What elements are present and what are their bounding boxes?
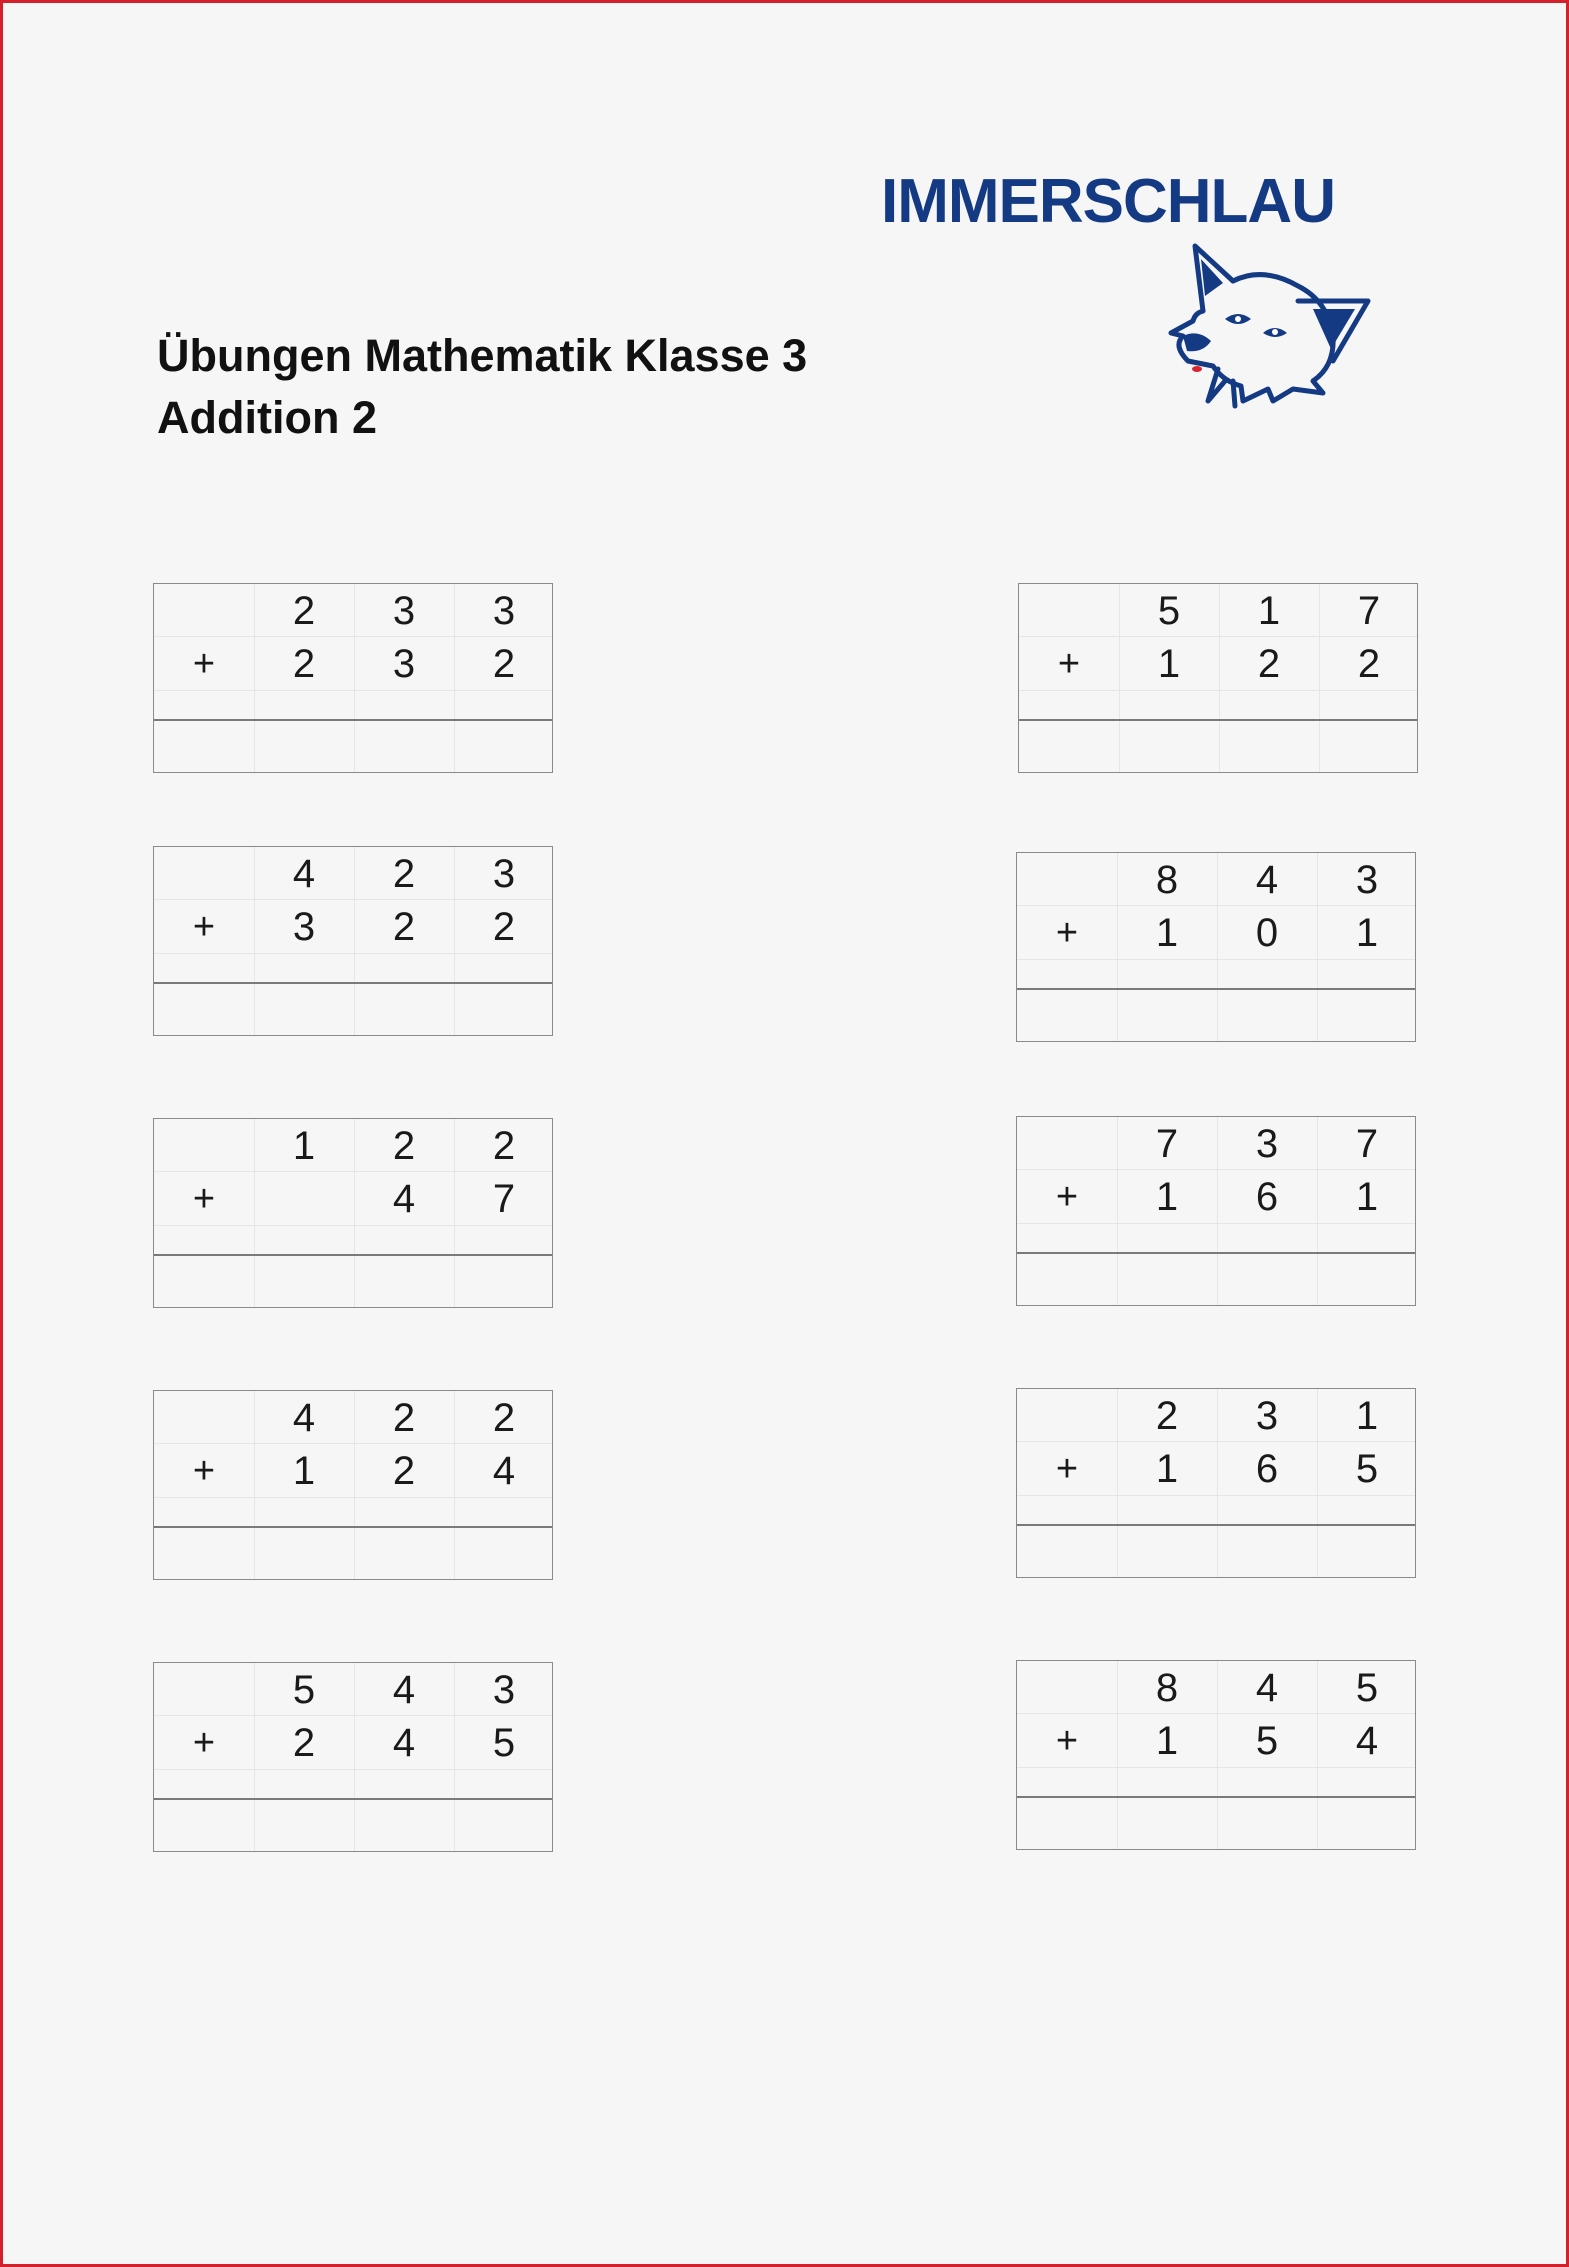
digit-cell: 5 [1255,1719,1279,1763]
brand-logo-text: IMMERSCHLAU [881,167,1335,236]
addition-problem [1016,1388,1416,1578]
answer-row[interactable] [1017,990,1415,1041]
answer-row[interactable] [1017,1526,1415,1577]
addition-problem [1018,583,1418,773]
digit-cell: 2 [392,1124,416,1168]
addition-problem [1016,1116,1416,1306]
digit-cell: 1 [1155,1175,1179,1219]
operator-cell: + [192,1722,216,1764]
digit-cell: 4 [292,1396,316,1440]
digit-cell: 2 [392,852,416,896]
operator-cell [154,584,254,638]
digit-cell: 1 [1157,642,1181,686]
digit-cell: 3 [492,589,516,633]
digit-cell: 1 [1257,589,1281,633]
operator-cell: + [1057,643,1081,685]
addition-problem [153,1118,553,1308]
operator-cell [154,1391,254,1445]
title-line-2: Addition 2 [157,392,377,443]
digit-cell: 4 [392,1668,416,1712]
digit-cell: 5 [1157,589,1181,633]
digit-cell: 1 [1155,1447,1179,1491]
digit-cell: 4 [392,1721,416,1765]
digit-cell: 6 [1255,1175,1279,1219]
digit-cell [254,1172,354,1226]
digit-cell: 8 [1155,858,1179,902]
digit-cell: 4 [1355,1719,1379,1763]
digit-cell: 1 [1355,911,1379,955]
operator-cell: + [1055,1720,1079,1762]
answer-row[interactable] [154,984,552,1035]
digit-cell: 2 [392,905,416,949]
operator-cell [154,1663,254,1717]
digit-cell: 3 [392,642,416,686]
digit-cell: 8 [1155,1666,1179,1710]
digit-cell: 5 [492,1721,516,1765]
digit-cell: 0 [1255,911,1279,955]
answer-row[interactable] [154,1800,552,1851]
digit-cell: 3 [1355,858,1379,902]
operator-cell [154,847,254,901]
operator-cell [1017,1389,1117,1443]
digit-cell: 1 [292,1449,316,1493]
digit-cell: 1 [1155,911,1179,955]
digit-cell: 2 [292,642,316,686]
digit-cell: 1 [1155,1719,1179,1763]
digit-cell: 2 [492,642,516,686]
digit-cell: 5 [292,1668,316,1712]
digit-cell: 4 [1255,1666,1279,1710]
operator-cell [1017,853,1117,907]
digit-cell: 2 [492,905,516,949]
digit-cell: 2 [292,589,316,633]
digit-cell: 2 [1257,642,1281,686]
digit-cell: 3 [492,1668,516,1712]
digit-cell: 1 [292,1124,316,1168]
digit-cell: 7 [1357,589,1381,633]
answer-row[interactable] [1019,721,1417,772]
digit-cell: 7 [1355,1122,1379,1166]
digit-cell: 7 [1155,1122,1179,1166]
addition-problem [153,583,553,773]
digit-cell: 5 [1355,1666,1379,1710]
worksheet-title [157,325,807,449]
digit-cell: 2 [392,1396,416,1440]
operator-cell: + [1055,1448,1079,1490]
addition-problem [1016,1660,1416,1850]
answer-row[interactable] [1017,1254,1415,1305]
answer-row[interactable] [1017,1798,1415,1849]
operator-cell: + [1055,912,1079,954]
digit-cell: 4 [492,1449,516,1493]
answer-row[interactable] [154,1256,552,1307]
addition-problem [153,1390,553,1580]
operator-cell: + [192,1178,216,1220]
digit-cell: 2 [1357,642,1381,686]
answer-row[interactable] [154,1528,552,1579]
digit-cell: 3 [292,905,316,949]
operator-cell: + [1055,1176,1079,1218]
digit-cell: 3 [1255,1122,1279,1166]
digit-cell: 6 [1255,1447,1279,1491]
operator-cell [154,1119,254,1173]
operator-cell [1017,1661,1117,1715]
digit-cell: 1 [1355,1175,1379,1219]
digit-cell: 7 [492,1177,516,1221]
operator-cell: + [192,906,216,948]
digit-cell: 2 [1155,1394,1179,1438]
addition-problem [153,1662,553,1852]
digit-cell: 2 [492,1396,516,1440]
digit-cell: 2 [492,1124,516,1168]
operator-cell: + [192,1450,216,1492]
addition-problem [153,846,553,1036]
operator-cell [1019,584,1119,638]
digit-cell: 4 [292,852,316,896]
addition-problem [1016,852,1416,1042]
digit-cell: 3 [392,589,416,633]
digit-cell: 2 [392,1449,416,1493]
operator-cell [1017,1117,1117,1171]
fox-mascot-icon [1163,241,1373,411]
digit-cell: 4 [392,1177,416,1221]
digit-cell: 3 [1255,1394,1279,1438]
answer-row[interactable] [154,721,552,772]
digit-cell: 1 [1355,1394,1379,1438]
digit-cell: 3 [492,852,516,896]
digit-cell: 5 [1355,1447,1379,1491]
digit-cell: 4 [1255,858,1279,902]
operator-cell: + [192,643,216,685]
title-line-1: Übungen Mathematik Klasse 3 [157,330,808,381]
digit-cell: 2 [292,1721,316,1765]
